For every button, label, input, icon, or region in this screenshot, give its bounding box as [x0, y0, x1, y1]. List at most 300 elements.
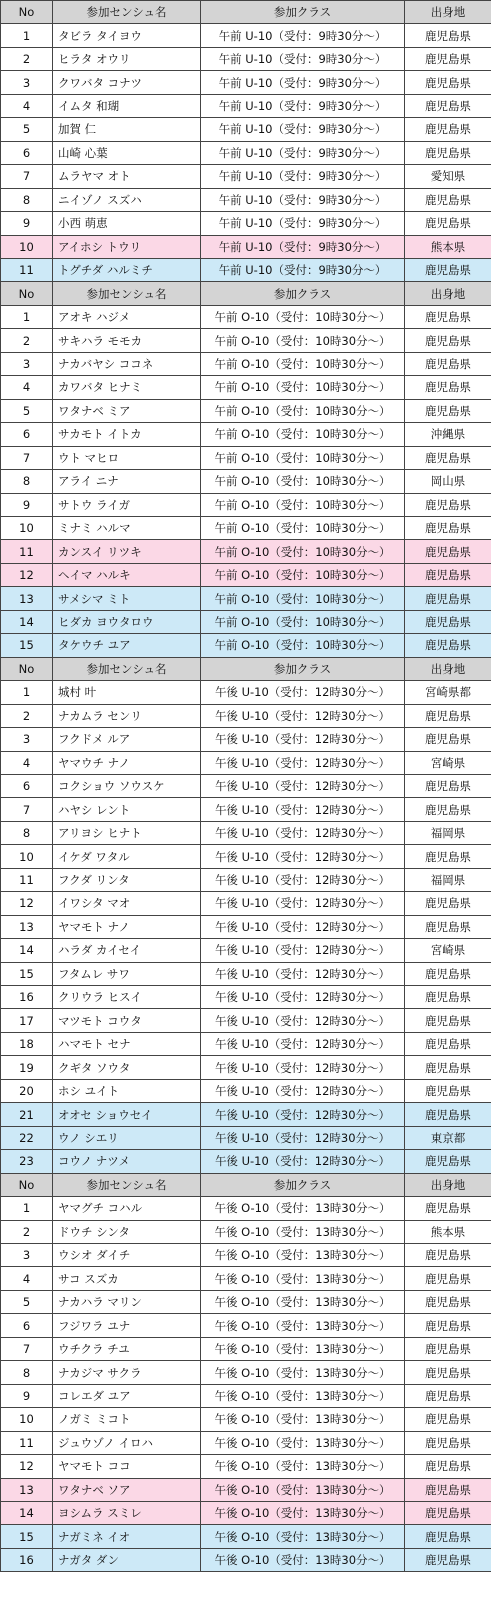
cell-class: 午前 O-10（受付：10時30分～）	[201, 516, 405, 539]
section-header-row	[1, 282, 491, 305]
table-row	[1, 1244, 491, 1267]
cell-no: 15	[1, 1525, 53, 1548]
cell-class: 午後 U-10（受付：12時30分～）	[201, 892, 405, 915]
cell-class: 午後 O-10（受付：13時30分～）	[201, 1267, 405, 1290]
cell-no: 3	[1, 352, 53, 375]
table-row	[1, 423, 491, 446]
cell-pref: 鹿児島県	[405, 798, 491, 821]
cell-no: 2	[1, 704, 53, 727]
cell-name: タビラ タイヨウ	[53, 24, 201, 47]
cell-class: 午後 O-10（受付：13時30分～）	[201, 1244, 405, 1267]
cell-pref: 鹿児島県	[405, 845, 491, 868]
cell-name: ヤマモト ナノ	[53, 915, 201, 938]
cell-name: アオキ ハジメ	[53, 305, 201, 328]
cell-name: フクダ リンタ	[53, 868, 201, 891]
header-no: No	[1, 1173, 53, 1196]
cell-class: 午前 O-10（受付：10時30分～）	[201, 634, 405, 657]
cell-class: 午後 U-10（受付：12時30分～）	[201, 1150, 405, 1173]
cell-no: 5	[1, 118, 53, 141]
cell-pref: 鹿児島県	[405, 1337, 491, 1360]
cell-no: 7	[1, 1337, 53, 1360]
cell-no: 8	[1, 1361, 53, 1384]
table-row	[1, 94, 491, 117]
cell-name: ハヤシ レント	[53, 798, 201, 821]
cell-pref: 鹿児島県	[405, 376, 491, 399]
cell-name: サコ スズカ	[53, 1267, 201, 1290]
cell-no: 6	[1, 774, 53, 797]
cell-pref: 愛知県	[405, 165, 491, 188]
cell-class: 午前 U-10（受付：9時30分～）	[201, 188, 405, 211]
cell-class: 午前 O-10（受付：10時30分～）	[201, 352, 405, 375]
cell-no: 8	[1, 821, 53, 844]
cell-class: 午後 O-10（受付：13時30分～）	[201, 1361, 405, 1384]
cell-class: 午前 O-10（受付：10時30分～）	[201, 329, 405, 352]
cell-no: 4	[1, 1267, 53, 1290]
cell-class: 午前 O-10（受付：10時30分～）	[201, 563, 405, 586]
cell-name: ヤマグチ コハル	[53, 1197, 201, 1220]
cell-class: 午前 U-10（受付：9時30分～）	[201, 24, 405, 47]
section-header-row	[1, 1, 491, 24]
cell-name: ハマモト セナ	[53, 1032, 201, 1055]
cell-name: ウノ シエリ	[53, 1126, 201, 1149]
cell-name: フクドメ ルア	[53, 728, 201, 751]
cell-no: 23	[1, 1150, 53, 1173]
cell-pref: 鹿児島県	[405, 118, 491, 141]
cell-pref: 熊本県	[405, 235, 491, 258]
cell-no: 15	[1, 634, 53, 657]
cell-pref: 熊本県	[405, 1220, 491, 1243]
cell-pref: 鹿児島県	[405, 516, 491, 539]
cell-name: サメシマ ミト	[53, 587, 201, 610]
table-row	[1, 798, 491, 821]
cell-no: 14	[1, 1502, 53, 1525]
cell-name: 加賀 仁	[53, 118, 201, 141]
cell-class: 午後 U-10（受付：12時30分～）	[201, 1103, 405, 1126]
cell-class: 午後 U-10（受付：12時30分～）	[201, 751, 405, 774]
cell-no: 1	[1, 305, 53, 328]
cell-class: 午前 O-10（受付：10時30分～）	[201, 610, 405, 633]
table-row	[1, 71, 491, 94]
cell-class: 午前 U-10（受付：9時30分～）	[201, 258, 405, 281]
table-row	[1, 1408, 491, 1431]
header-class: 参加クラス	[201, 282, 405, 305]
cell-class: 午前 O-10（受付：10時30分～）	[201, 305, 405, 328]
table-row	[1, 329, 491, 352]
cell-class: 午後 O-10（受付：13時30分～）	[201, 1431, 405, 1454]
cell-name: クギタ ソウタ	[53, 1056, 201, 1079]
table-row	[1, 540, 491, 563]
cell-class: 午後 U-10（受付：12時30分～）	[201, 1126, 405, 1149]
cell-pref: 鹿児島県	[405, 212, 491, 235]
cell-name: ナカムラ センリ	[53, 704, 201, 727]
cell-name: ナカジマ サクラ	[53, 1361, 201, 1384]
cell-pref: 福岡県	[405, 821, 491, 844]
cell-pref: 鹿児島県	[405, 1267, 491, 1290]
cell-name: ミナミ ハルマ	[53, 516, 201, 539]
cell-name: ウト マヒロ	[53, 446, 201, 469]
table-row	[1, 165, 491, 188]
table-row	[1, 774, 491, 797]
cell-no: 4	[1, 376, 53, 399]
table-row	[1, 563, 491, 586]
section-header-row	[1, 1173, 491, 1196]
cell-class: 午前 U-10（受付：9時30分～）	[201, 118, 405, 141]
table-row	[1, 751, 491, 774]
cell-name: ウシオ ダイチ	[53, 1244, 201, 1267]
cell-no: 9	[1, 1384, 53, 1407]
cell-class: 午前 O-10（受付：10時30分～）	[201, 493, 405, 516]
cell-no: 1	[1, 681, 53, 704]
cell-name: フタムレ サワ	[53, 962, 201, 985]
cell-class: 午前 O-10（受付：10時30分～）	[201, 376, 405, 399]
cell-pref: 鹿児島県	[405, 1244, 491, 1267]
cell-no: 4	[1, 751, 53, 774]
cell-class: 午前 O-10（受付：10時30分～）	[201, 399, 405, 422]
header-pref: 出身地	[405, 1173, 491, 1196]
cell-no: 14	[1, 939, 53, 962]
cell-name: オオセ ショウセイ	[53, 1103, 201, 1126]
cell-pref: 鹿児島県	[405, 728, 491, 751]
table-row	[1, 516, 491, 539]
cell-pref: 鹿児島県	[405, 1408, 491, 1431]
cell-class: 午前 U-10（受付：9時30分～）	[201, 94, 405, 117]
cell-pref: 鹿児島県	[405, 1197, 491, 1220]
cell-class: 午後 U-10（受付：12時30分～）	[201, 1056, 405, 1079]
cell-no: 9	[1, 493, 53, 516]
cell-pref: 鹿児島県	[405, 493, 491, 516]
cell-class: 午後 O-10（受付：13時30分～）	[201, 1502, 405, 1525]
cell-name: タケウチ ユア	[53, 634, 201, 657]
cell-pref: 鹿児島県	[405, 1079, 491, 1102]
cell-name: ヒラタ オウリ	[53, 47, 201, 70]
cell-no: 21	[1, 1103, 53, 1126]
table-row	[1, 1361, 491, 1384]
table-row	[1, 1548, 491, 1571]
table-row	[1, 188, 491, 211]
cell-name: イムタ 和瑚	[53, 94, 201, 117]
cell-pref: 鹿児島県	[405, 329, 491, 352]
cell-pref: 鹿児島県	[405, 563, 491, 586]
cell-pref: 鹿児島県	[405, 1314, 491, 1337]
cell-pref: 鹿児島県	[405, 1384, 491, 1407]
table-row	[1, 868, 491, 891]
cell-class: 午前 U-10（受付：9時30分～）	[201, 47, 405, 70]
table-row	[1, 986, 491, 1009]
cell-pref: 宮崎県	[405, 751, 491, 774]
cell-class: 午後 U-10（受付：12時30分～）	[201, 845, 405, 868]
table-row	[1, 1314, 491, 1337]
table-row	[1, 399, 491, 422]
cell-name: ヘイマ ハルキ	[53, 563, 201, 586]
table-row	[1, 634, 491, 657]
cell-pref: 沖縄県	[405, 423, 491, 446]
cell-pref: 鹿児島県	[405, 1455, 491, 1478]
cell-no: 3	[1, 71, 53, 94]
table-row	[1, 305, 491, 328]
cell-no: 4	[1, 94, 53, 117]
cell-no: 18	[1, 1032, 53, 1055]
cell-name: ワタナベ ソア	[53, 1478, 201, 1501]
cell-pref: 宮崎県都	[405, 681, 491, 704]
cell-pref: 鹿児島県	[405, 1103, 491, 1126]
table-row	[1, 1384, 491, 1407]
cell-class: 午後 O-10（受付：13時30分～）	[201, 1197, 405, 1220]
table-row	[1, 258, 491, 281]
cell-class: 午後 U-10（受付：12時30分～）	[201, 986, 405, 1009]
table-row	[1, 1502, 491, 1525]
cell-no: 2	[1, 1220, 53, 1243]
cell-name: アリヨシ ヒナト	[53, 821, 201, 844]
cell-class: 午後 U-10（受付：12時30分～）	[201, 704, 405, 727]
cell-class: 午後 U-10（受付：12時30分～）	[201, 821, 405, 844]
cell-pref: 鹿児島県	[405, 141, 491, 164]
table-row	[1, 1009, 491, 1032]
cell-name: 山崎 心葉	[53, 141, 201, 164]
cell-no: 1	[1, 24, 53, 47]
cell-name: コウノ ナツメ	[53, 1150, 201, 1173]
cell-no: 2	[1, 329, 53, 352]
cell-class: 午前 U-10（受付：9時30分～）	[201, 141, 405, 164]
cell-pref: 鹿児島県	[405, 94, 491, 117]
cell-class: 午後 O-10（受付：13時30分～）	[201, 1337, 405, 1360]
cell-name: 城村 叶	[53, 681, 201, 704]
cell-pref: 鹿児島県	[405, 1431, 491, 1454]
cell-pref: 鹿児島県	[405, 1502, 491, 1525]
cell-pref: 鹿児島県	[405, 1478, 491, 1501]
cell-name: ノガミ ミコト	[53, 1408, 201, 1431]
table-row	[1, 939, 491, 962]
cell-name: ナカバヤシ ココネ	[53, 352, 201, 375]
cell-class: 午後 O-10（受付：13時30分～）	[201, 1220, 405, 1243]
cell-no: 11	[1, 258, 53, 281]
cell-pref: 鹿児島県	[405, 305, 491, 328]
header-pref: 出身地	[405, 657, 491, 680]
cell-no: 13	[1, 1478, 53, 1501]
header-pref: 出身地	[405, 1, 491, 24]
cell-name: クリウラ ヒスイ	[53, 986, 201, 1009]
header-no: No	[1, 282, 53, 305]
table-row	[1, 1455, 491, 1478]
header-class: 参加クラス	[201, 1173, 405, 1196]
cell-name: ヤマウチ ナノ	[53, 751, 201, 774]
cell-pref: 鹿児島県	[405, 1009, 491, 1032]
table-row	[1, 1267, 491, 1290]
table-row	[1, 892, 491, 915]
table-row	[1, 376, 491, 399]
cell-no: 9	[1, 212, 53, 235]
cell-pref: 宮崎県	[405, 939, 491, 962]
cell-no: 7	[1, 165, 53, 188]
table-row	[1, 845, 491, 868]
cell-no: 5	[1, 1290, 53, 1313]
cell-name: ニイゾノ スズハ	[53, 188, 201, 211]
table-row	[1, 141, 491, 164]
cell-name: アライ ニナ	[53, 470, 201, 493]
cell-pref: 鹿児島県	[405, 24, 491, 47]
cell-name: ムラヤマ オト	[53, 165, 201, 188]
table-row	[1, 118, 491, 141]
table-row	[1, 681, 491, 704]
cell-class: 午後 U-10（受付：12時30分～）	[201, 868, 405, 891]
table-row	[1, 493, 491, 516]
participant-table-body	[1, 1, 491, 1572]
cell-no: 3	[1, 1244, 53, 1267]
cell-class: 午前 O-10（受付：10時30分～）	[201, 540, 405, 563]
table-row	[1, 915, 491, 938]
cell-pref: 鹿児島県	[405, 540, 491, 563]
cell-no: 7	[1, 446, 53, 469]
cell-name: ヨシムラ スミレ	[53, 1502, 201, 1525]
cell-class: 午後 U-10（受付：12時30分～）	[201, 774, 405, 797]
cell-name: フジワラ ユナ	[53, 1314, 201, 1337]
header-no: No	[1, 657, 53, 680]
cell-name: ヒダカ ヨウタロウ	[53, 610, 201, 633]
cell-pref: 福岡県	[405, 868, 491, 891]
cell-name: イワシタ マオ	[53, 892, 201, 915]
cell-pref: 岡山県	[405, 470, 491, 493]
table-row	[1, 1197, 491, 1220]
cell-class: 午後 U-10（受付：12時30分～）	[201, 962, 405, 985]
table-row	[1, 1290, 491, 1313]
cell-no: 10	[1, 845, 53, 868]
cell-name: ヤマモト ココ	[53, 1455, 201, 1478]
cell-name: ナガタ ダン	[53, 1548, 201, 1571]
table-row	[1, 610, 491, 633]
cell-no: 13	[1, 587, 53, 610]
cell-class: 午後 U-10（受付：12時30分～）	[201, 681, 405, 704]
cell-no: 20	[1, 1079, 53, 1102]
cell-no: 19	[1, 1056, 53, 1079]
header-name: 参加センシュ名	[53, 1, 201, 24]
cell-name: サカモト イトカ	[53, 423, 201, 446]
cell-class: 午後 O-10（受付：13時30分～）	[201, 1548, 405, 1571]
table-row	[1, 704, 491, 727]
cell-pref: 鹿児島県	[405, 258, 491, 281]
cell-no: 12	[1, 1455, 53, 1478]
table-row	[1, 1478, 491, 1501]
cell-class: 午後 O-10（受付：13時30分～）	[201, 1384, 405, 1407]
cell-class: 午後 U-10（受付：12時30分～）	[201, 1079, 405, 1102]
cell-name: コクショウ ソウスケ	[53, 774, 201, 797]
cell-pref: 鹿児島県	[405, 399, 491, 422]
cell-no: 13	[1, 915, 53, 938]
header-name: 参加センシュ名	[53, 657, 201, 680]
cell-no: 6	[1, 141, 53, 164]
cell-name: ナカハラ マリン	[53, 1290, 201, 1313]
cell-no: 16	[1, 986, 53, 1009]
table-row	[1, 446, 491, 469]
cell-name: ワタナベ ミア	[53, 399, 201, 422]
cell-no: 5	[1, 399, 53, 422]
cell-pref: 鹿児島県	[405, 704, 491, 727]
cell-class: 午前 O-10（受付：10時30分～）	[201, 470, 405, 493]
cell-class: 午前 O-10（受付：10時30分～）	[201, 587, 405, 610]
header-no: No	[1, 1, 53, 24]
cell-no: 8	[1, 188, 53, 211]
cell-class: 午後 O-10（受付：13時30分～）	[201, 1408, 405, 1431]
cell-class: 午後 U-10（受付：12時30分～）	[201, 728, 405, 751]
cell-no: 3	[1, 728, 53, 751]
cell-name: ジュウゾノ イロハ	[53, 1431, 201, 1454]
cell-no: 10	[1, 1408, 53, 1431]
table-row	[1, 962, 491, 985]
cell-pref: 東京都	[405, 1126, 491, 1149]
cell-class: 午後 O-10（受付：13時30分～）	[201, 1314, 405, 1337]
cell-no: 14	[1, 610, 53, 633]
cell-no: 10	[1, 235, 53, 258]
cell-no: 11	[1, 540, 53, 563]
table-row	[1, 212, 491, 235]
cell-class: 午後 U-10（受付：12時30分～）	[201, 915, 405, 938]
table-row	[1, 1220, 491, 1243]
table-row	[1, 1126, 491, 1149]
cell-no: 17	[1, 1009, 53, 1032]
cell-no: 11	[1, 868, 53, 891]
cell-no: 6	[1, 1314, 53, 1337]
table-row	[1, 470, 491, 493]
cell-name: ハラダ カイセイ	[53, 939, 201, 962]
cell-pref: 鹿児島県	[405, 71, 491, 94]
cell-no: 6	[1, 423, 53, 446]
header-class: 参加クラス	[201, 657, 405, 680]
cell-pref: 鹿児島県	[405, 1056, 491, 1079]
cell-name: アイホシ トウリ	[53, 235, 201, 258]
cell-no: 11	[1, 1431, 53, 1454]
table-row	[1, 235, 491, 258]
cell-pref: 鹿児島県	[405, 634, 491, 657]
cell-class: 午後 U-10（受付：12時30分～）	[201, 1032, 405, 1055]
cell-pref: 鹿児島県	[405, 915, 491, 938]
cell-pref: 鹿児島県	[405, 1548, 491, 1571]
cell-pref: 鹿児島県	[405, 962, 491, 985]
table-row	[1, 1431, 491, 1454]
cell-name: コレエダ ユア	[53, 1384, 201, 1407]
cell-name: カンスイ リツキ	[53, 540, 201, 563]
cell-pref: 鹿児島県	[405, 188, 491, 211]
cell-no: 12	[1, 892, 53, 915]
cell-class: 午前 O-10（受付：10時30分～）	[201, 423, 405, 446]
cell-pref: 鹿児島県	[405, 1525, 491, 1548]
cell-class: 午後 O-10（受付：13時30分～）	[201, 1290, 405, 1313]
cell-no: 15	[1, 962, 53, 985]
cell-no: 8	[1, 470, 53, 493]
cell-no: 22	[1, 1126, 53, 1149]
cell-pref: 鹿児島県	[405, 1150, 491, 1173]
cell-name: トグチダ ハルミチ	[53, 258, 201, 281]
cell-class: 午後 U-10（受付：12時30分～）	[201, 798, 405, 821]
cell-pref: 鹿児島県	[405, 1032, 491, 1055]
cell-no: 2	[1, 47, 53, 70]
header-pref: 出身地	[405, 282, 491, 305]
cell-pref: 鹿児島県	[405, 1361, 491, 1384]
table-row	[1, 728, 491, 751]
table-row	[1, 352, 491, 375]
cell-pref: 鹿児島県	[405, 1290, 491, 1313]
header-name: 参加センシュ名	[53, 1173, 201, 1196]
cell-no: 12	[1, 563, 53, 586]
table-row	[1, 24, 491, 47]
table-row	[1, 1032, 491, 1055]
cell-pref: 鹿児島県	[405, 47, 491, 70]
section-header-row	[1, 657, 491, 680]
table-row	[1, 1079, 491, 1102]
cell-pref: 鹿児島県	[405, 892, 491, 915]
cell-pref: 鹿児島県	[405, 446, 491, 469]
cell-pref: 鹿児島県	[405, 352, 491, 375]
table-row	[1, 1103, 491, 1126]
table-row	[1, 587, 491, 610]
cell-name: イケダ ワタル	[53, 845, 201, 868]
